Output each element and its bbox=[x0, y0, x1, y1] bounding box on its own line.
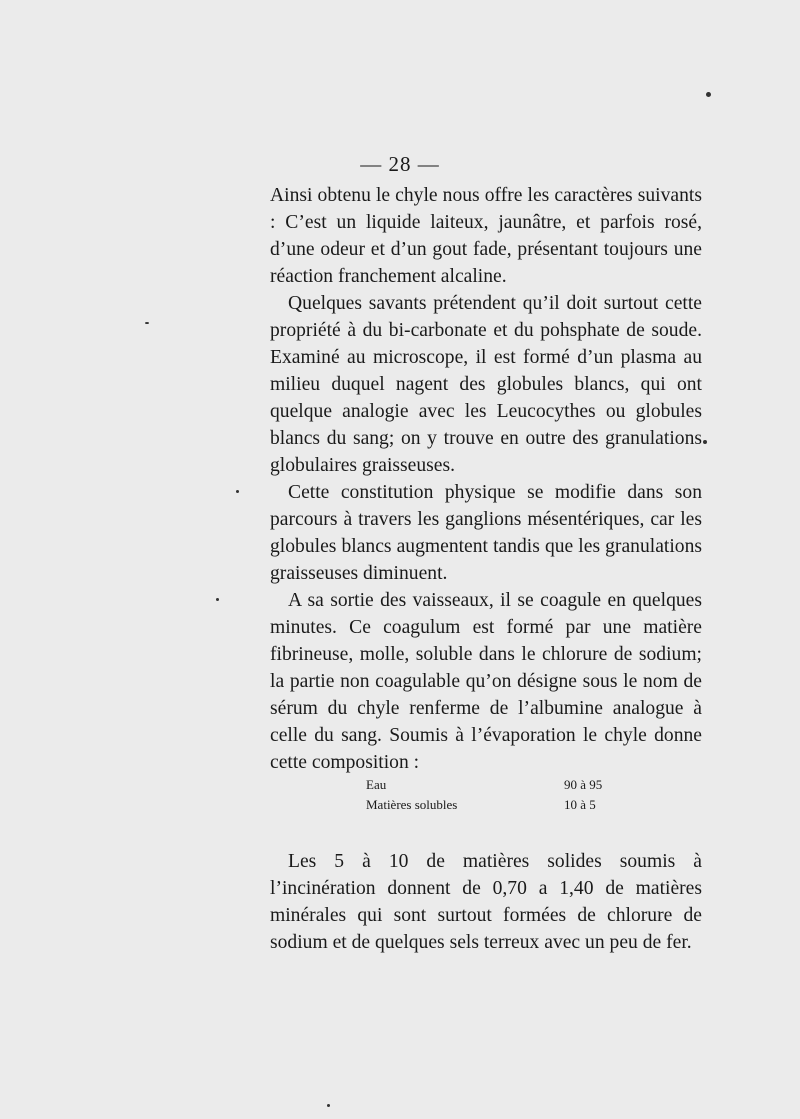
scan-speck bbox=[327, 1104, 330, 1107]
paragraph: Les 5 à 10 de matières solides soumis à l’incinération donnent de 0,70 a 1,40 de matières minérales qui sont surtout formées de chlorure de sodium et de quelques sels terreux avec un peu de fer. bbox=[270, 851, 702, 953]
scan-speck bbox=[236, 490, 239, 493]
paragraph: Cette constitution physique se modifie dans son parcours à travers les ganglions mésentériques, car les globules blancs augmentent tandis que les granulations graisseuses diminuent. bbox=[270, 482, 702, 584]
table-row bbox=[366, 775, 602, 795]
scan-speck bbox=[145, 322, 149, 324]
closing-text-block bbox=[270, 848, 702, 956]
table-cell-value: 10 à 5 bbox=[564, 797, 596, 812]
scan-speck bbox=[703, 440, 707, 444]
paragraph: Ainsi obtenu le chyle nous offre les caractères suivants : C’est un liquide laiteux, jaunâtre, et parfois rosé, d’une odeur et d’un gout fade, présentant toujours une réaction franchement alcaline. bbox=[270, 185, 702, 287]
table-cell-label: Eau bbox=[366, 777, 387, 792]
scan-speck bbox=[706, 92, 711, 97]
table-cell-value: 90 à 95 bbox=[564, 777, 603, 792]
scan-speck bbox=[216, 598, 219, 601]
composition-table bbox=[366, 775, 602, 815]
table-row bbox=[366, 795, 602, 815]
table-cell-label: Matières solubles bbox=[366, 797, 458, 812]
paragraph: A sa sortie des vaisseaux, il se coagule en quelques minutes. Ce coagulum est formé par une matière fibrineuse, molle, soluble dans le chlorure de sodium; la partie non coagulable qu’on désigne sous le nom de sérum du chyle renferme de l’albumine analogue à celle du sang. Soumis à l’évaporation le chyle donne cette composition : bbox=[270, 590, 702, 773]
main-text-block bbox=[270, 182, 702, 776]
paragraph: Quelques savants prétendent qu’il doit surtout cette propriété à du bi-carbonate et du pohsphate de soude. Examiné au microscope, il est formé d’un plasma au milieu duquel nagent des globules blancs, qui ont quelque analogie avec les Leucocythes ou globules blancs du sang; on y trouve en outre des granulations globulaires graisseuses. bbox=[270, 293, 702, 476]
page-number: — 28 — bbox=[360, 152, 440, 176]
